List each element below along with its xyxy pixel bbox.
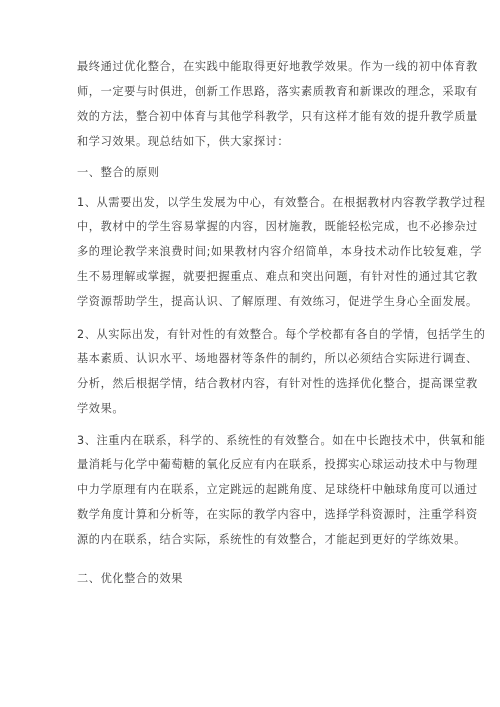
principle-1-line-5: 学资源帮助学生，提高认识、了解原理、有效练习，促进学生身心全面发展。: [77, 295, 478, 308]
principle-2-line-4: 学效果。: [77, 402, 125, 415]
principle-3-line-2: 量消耗与化学中葡萄糖的氧化反应有内在联系，投掷实心球运动技术中与物理: [77, 458, 478, 471]
principle-2-line-2: 基本素质、认识水平、场地器材等条件的制约，所以必须结合实际进行调查、: [77, 352, 478, 365]
principle-1-line-2: 中，教材中的学生容易掌握的内容，因材施教，既能轻松完成，也不必掺杂过: [77, 220, 478, 233]
paragraph-intro-line-2: 师，一定要与时俱进，创新工作思路，落实素质教育和新课改的理念，采取有: [77, 85, 478, 98]
principle-3-line-5: 源的内在联系，结合实际，系统性的有效整合，才能起到更好的学练效果。: [77, 533, 466, 546]
principle-3-line-3: 中力学原理有内在联系，立定跳远的起跳角度、足球绕杆中触球角度可以通过: [77, 483, 478, 496]
principle-2-line-1: 2、从实际出发，有针对性的有效整合。每个学校都有各自的学情，包括学生的: [77, 328, 486, 341]
paragraph-intro-line-4: 和学习效果。现总结如下，供大家探讨：: [77, 135, 290, 148]
principle-1-line-1: 1、从需要出发，以学生发展为中心，有效整合。在根据教材内容教学教学过程: [77, 196, 486, 209]
paragraph-intro-line-3: 效的方法，整合初中体育与其他学科教学，只有这样才能有效的提升教学质量: [77, 110, 478, 123]
principle-2-line-3: 分析，然后根据学情，结合教材内容，有针对性的选择优化整合，提高课堂教: [77, 377, 478, 390]
section-heading-effects: 二、优化整合的效果: [77, 572, 184, 585]
principle-3-line-4: 数学角度计算和分析等，在实际的教学内容中，选择学科资源时，注重学科资: [77, 508, 478, 521]
principle-1-line-3: 多的理论教学来浪费时间;如果教材内容介绍简单，本身技术动作比较复难，学: [77, 245, 483, 258]
principle-3-line-1: 3、注重内在联系，科学的、系统性的有效整合。如在中长跑技术中，供氧和能: [77, 434, 486, 447]
paragraph-intro-line-1: 最终通过优化整合，在实践中能取得更好地教学效果。作为一线的初中体育教: [77, 60, 478, 73]
section-heading-principles: 一、整合的原则: [77, 166, 160, 179]
principle-1-line-4: 生不易理解或掌握，就要把握重点、难点和突出问题，有针对性的通过其它教: [77, 270, 478, 283]
